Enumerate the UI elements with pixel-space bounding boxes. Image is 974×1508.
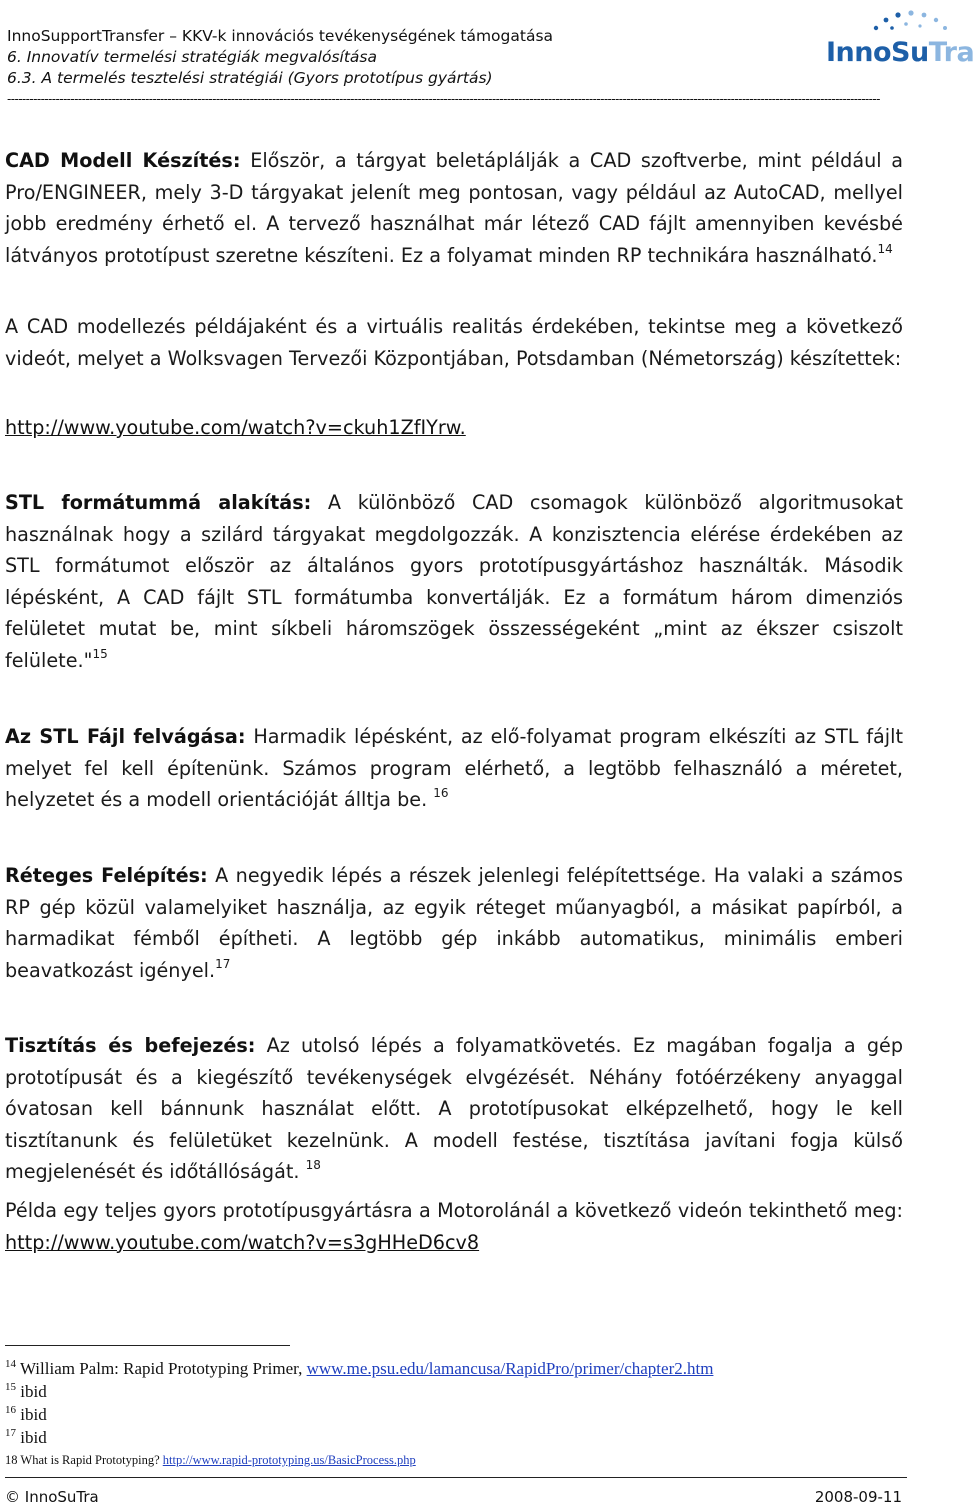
cad-label: CAD Modell Készítés:	[5, 149, 241, 172]
footer-date: 2008-09-11	[814, 1488, 902, 1506]
section-example	[5, 1195, 903, 1258]
section-slice	[5, 721, 903, 816]
cad-video-link-line	[5, 412, 903, 444]
slice-footnote-ref[interactable]: 16	[433, 786, 449, 801]
cad-video-link[interactable]: http://www.youtube.com/watch?v=ckuh1ZfIYrw.	[5, 416, 466, 439]
footer-rule	[5, 1477, 907, 1478]
section-clean	[5, 1030, 903, 1188]
cad-example-text: A CAD modellezés példájaként és a virtuális realitás érdekében, tekintse meg a következő videót, melyet a Wolksvagen Tervezői Központjában, Potsdamban (Németország) készítettek:	[5, 315, 903, 370]
footnote-17	[5, 1427, 47, 1449]
layer-text: A negyedik lépés a részek jelenlegi felépítettsége. Ha valaki a számos RP gép közül valamelyiket használja, az egyik réteget műanyagból, a másikat papírból, a harmadikat fémből építheti. A legtöbb gép inkább automatikus, minimális emberi beavatkozást igényel.	[5, 864, 903, 982]
footnote-text: ibid	[16, 1382, 47, 1401]
footnote-14	[5, 1358, 713, 1380]
footnote-number: 17	[5, 1427, 16, 1439]
slice-text: Harmadik lépésként, az elő-folyamat program elkészíti az STL fájlt melyet fel kell építenünk. Számos program elérhető, a legtöbb felhasználó a méretet, helyzetet és a modell orientációját álltja be.	[5, 725, 903, 812]
section-cad	[5, 145, 903, 271]
section-layer	[5, 860, 903, 986]
example-text: Példa egy teljes gyors prototípusgyártásra a Motorolánál a következő videón tekinthető meg:	[5, 1199, 903, 1222]
layer-label: Réteges Felépítés:	[5, 864, 208, 887]
clean-text: Az utolsó lépés a folyamatkövetés. Ez magában fogalja a gép prototípusát és a kiegészítő tevékenységek elvgézését. Néhány fotóérzékeny anyaggal óvatosan kell bánnunk használat előtt. A prototípusokat elképzelhető, hogy le kell tisztítanunk és felületüket kezelnünk. A modell festése, tisztítása javítani fogja külső megjelenését és időtállóságát.	[5, 1034, 903, 1184]
logo-su: Su	[891, 37, 929, 68]
example-video-link[interactable]: http://www.youtube.com/watch?v=s3gHHeD6cv8	[5, 1230, 480, 1254]
innosutra-logo	[826, 6, 974, 68]
header-separator: ------------------------------------------------------------------------------------------------------------------------------------------------------------------------------------------------------------------------------------------	[7, 92, 880, 106]
logo-tra: Tra	[928, 37, 974, 68]
cad-footnote-ref[interactable]: 14	[877, 241, 893, 256]
stl-footnote-ref[interactable]: 15	[92, 646, 108, 661]
footnote-link[interactable]: www.me.psu.edu/lamancusa/RapidPro/primer/chapter2.htm	[306, 1359, 714, 1378]
logo-wordmark	[826, 37, 974, 68]
footnote-16	[5, 1404, 47, 1426]
footnote-text: ibid	[16, 1428, 47, 1447]
header-chapter: 6. Innovatív termelési stratégiák megvalósítása	[7, 48, 377, 66]
footnote-separator	[5, 1345, 290, 1346]
footnote-link[interactable]: http://www.rapid-prototyping.us/BasicProcess.php	[162, 1453, 416, 1467]
footnote-number: 16	[5, 1404, 16, 1416]
footnote-text: What is Rapid Prototyping?	[17, 1453, 163, 1467]
footnote-number: 14	[5, 1358, 16, 1370]
section-stl	[5, 487, 903, 677]
footnote-number: 18	[5, 1453, 18, 1467]
stl-label: STL formátummá alakítás:	[5, 491, 312, 514]
clean-label: Tisztítás és befejezés:	[5, 1034, 256, 1057]
page-header	[7, 26, 957, 106]
stl-text: A különböző CAD csomagok különböző algoritmusokat használnak hogy a szilárd tárgyakat megdolgozzák. A konzisztencia elérése érdekében az STL formátumot először az általános gyors prototípusgyártáshoz használták. Második lépésként, A CAD fájlt STL formátumba konvertálják. Ez a formátum három dimenziós felületet mutat be, mint síkbeli háromszögek összességeként „mint az ékszer csiszolt felülete."	[5, 491, 903, 672]
footer-copyright: © InnoSuTra	[5, 1488, 99, 1506]
clean-footnote-ref[interactable]: 18	[305, 1158, 321, 1173]
footnote-number: 15	[5, 1381, 16, 1393]
layer-footnote-ref[interactable]: 17	[215, 956, 231, 971]
footnote-text: William Palm: Rapid Prototyping Primer,	[16, 1359, 307, 1378]
cad-text: Először, a tárgyat beletáplálják a CAD szoftverbe, mint például a Pro/ENGINEER, mely 3-D tárgyakat jelenít meg pontosan, vagy például az AutoCAD, mellyel jobb eredmény érhető el. A tervező használhat már létező CAD fájlt amennyiben kevésbé látványos prototípust szeretne készíteni. Ez a folyamat minden RP technikára használható.	[5, 149, 903, 267]
slice-label: Az STL Fájl felvágása:	[5, 725, 246, 748]
footnote-15	[5, 1381, 47, 1403]
header-title: InnoSupportTransfer – KKV-k innovációs tevékenységének támogatása	[7, 27, 554, 45]
logo-inno: Inno	[826, 37, 892, 68]
section-cad-example	[5, 311, 903, 374]
footnote-18	[5, 1449, 416, 1471]
header-section: 6.3. A termelés tesztelési stratégiái (Gyors prototípus gyártás)	[7, 69, 493, 87]
footnote-text: ibid	[16, 1405, 47, 1424]
